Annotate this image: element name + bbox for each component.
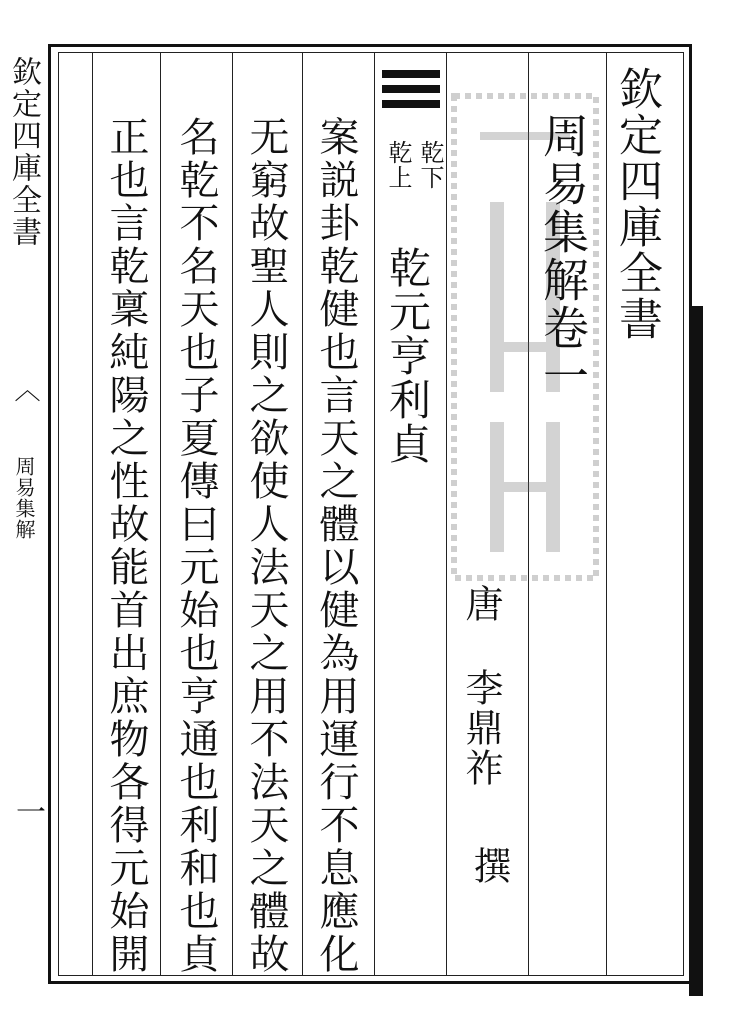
margin-book-title: 欽定四庫全書 [6,56,41,248]
trigram-qian-icon [382,70,440,115]
page-edge-shadow [689,306,703,996]
book-title: 欽定四庫全書 [611,66,662,342]
commentary-line: 名乾不名天也子夏傳曰元始也亨通也利和也貞 [173,116,219,976]
hexagram-lower: 乾下 [416,140,444,190]
author-dynasty: 唐 [459,584,503,624]
commentary-line: 无窮故聖人則之欲使人法天之用不法天之體故 [243,116,289,976]
column-rule [160,52,161,976]
author-role: 撰 [467,846,511,886]
column-rule [374,52,375,976]
column-rule [606,52,607,976]
hexagram-judgment: 乾元亨利貞 [383,246,432,466]
column-rule [232,52,233,976]
commentary-line: 正也言乾稟純陽之性故能首出庶物各得元始開 [103,116,149,976]
hexagram-upper: 乾上 [384,140,412,190]
margin-page-number: 一 [10,796,45,827]
margin-running-title: 周易集解 [12,456,36,540]
column-rule [302,52,303,976]
page-margin [8,56,48,986]
column-rule [446,52,447,976]
margin-fish-tail-mark: ︿ [10,376,40,402]
author-name: 李鼎祚 [459,668,503,788]
commentary-line: 案説卦乾健也言天之體以健為用運行不息應化 [313,116,359,976]
column-rule [92,52,93,976]
volume-title: 周易集解卷一 [536,112,590,400]
